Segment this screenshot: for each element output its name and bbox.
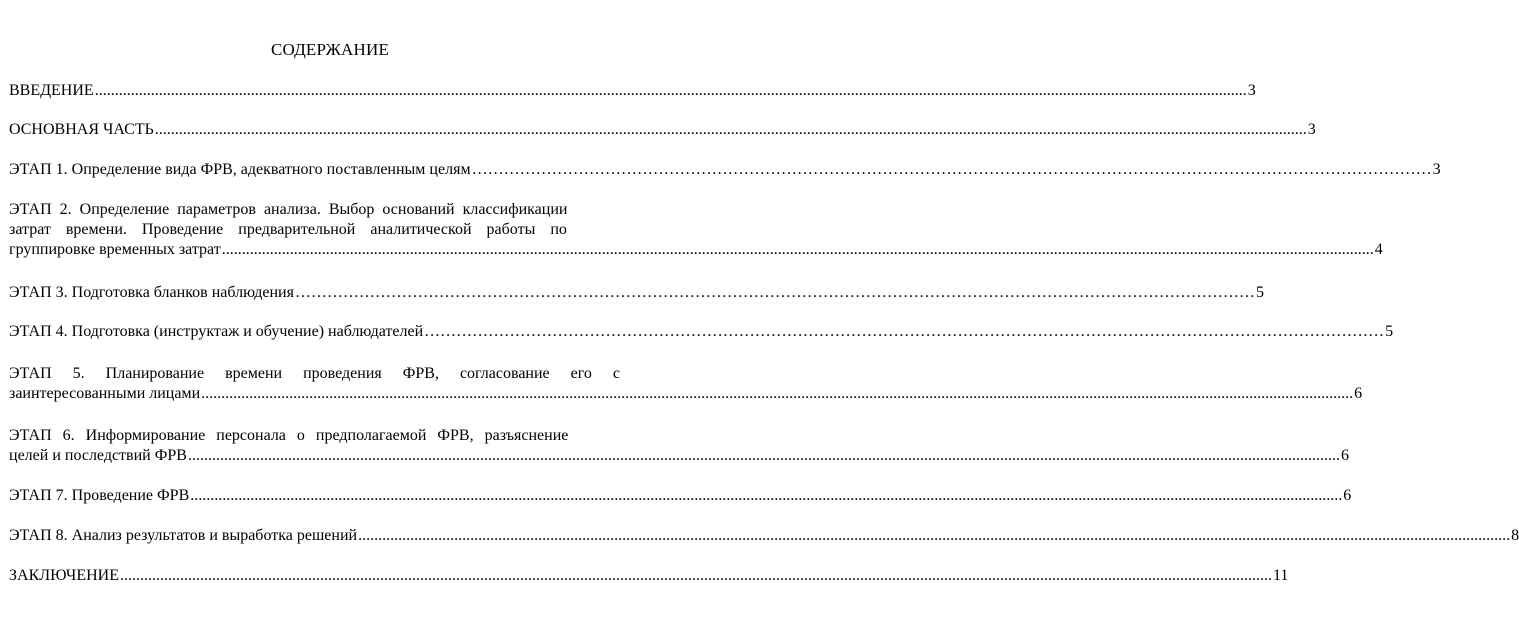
dot-leader <box>190 486 1342 506</box>
toc-entry-label: ЭТАП 4. Подготовка (инструктаж и обучение) наблюдателей <box>9 323 424 340</box>
toc-page-number: 11 <box>1272 567 1289 584</box>
toc-entry-main-part[interactable] <box>9 120 1316 140</box>
dot-leader <box>201 384 1353 404</box>
toc-page-number: 3 <box>1432 161 1441 178</box>
toc-entry-label: ВВЕДЕНИЕ <box>9 82 94 99</box>
toc-page-number: 4 <box>1374 241 1383 258</box>
toc-entry-label-line-3: группировке временных затрат <box>9 241 221 258</box>
toc-entry-label-line-2: целей и последствий ФРВ <box>9 447 187 464</box>
page-title: СОДЕРЖАНИЕ <box>270 40 390 59</box>
toc-entry-stage-6[interactable] <box>9 426 1349 466</box>
dot-leader <box>120 566 1272 586</box>
toc-page-number: 3 <box>1247 82 1256 99</box>
toc-entry-stage-8[interactable] <box>9 526 1519 546</box>
toc-entry-stage-2[interactable] <box>9 200 1383 260</box>
dot-leader <box>222 240 1374 260</box>
toc-page-number: 5 <box>1255 284 1264 301</box>
toc-page-number: 6 <box>1340 447 1349 464</box>
toc-entry-stage-5[interactable] <box>9 364 1363 404</box>
dot-leader <box>295 283 1255 303</box>
toc-entry-label: ЭТАП 3. Подготовка бланков наблюдения <box>9 284 294 301</box>
toc-entry-intro[interactable] <box>9 81 1256 101</box>
toc-entry-label-line-1: ЭТАП 6. Информирование персонала о предполагаемой ФРВ, разъяснение <box>9 427 569 444</box>
toc-entry-label-line-2: затрат времени. Проведение предварительной аналитической работы по <box>9 221 567 238</box>
toc-entry-label-line-1: ЭТАП 5. Планирование времени проведения ФРВ, согласование его с <box>9 365 621 382</box>
toc-entry-label: ЭТАП 8. Анализ результатов и выработка решений <box>9 527 358 544</box>
toc-entry-stage-1[interactable] <box>9 160 1441 180</box>
dot-leader <box>424 322 1384 342</box>
toc-entry-label: ЗАКЛЮЧЕНИЕ <box>9 567 119 584</box>
toc-entry-stage-4[interactable] <box>9 322 1394 342</box>
toc-page-number: 8 <box>1511 527 1519 544</box>
toc-entry-label: ОСНОВНАЯ ЧАСТЬ <box>9 121 154 138</box>
toc-entry-stage-7[interactable] <box>9 486 1352 506</box>
toc-entry-line <box>9 426 659 446</box>
toc-page-number: 3 <box>1307 121 1316 138</box>
toc-page-number: 6 <box>1343 487 1352 504</box>
toc-entry-label: ЭТАП 7. Проведение ФРВ <box>9 487 190 504</box>
toc-entry-line <box>9 364 659 384</box>
dot-leader <box>472 160 1432 180</box>
dot-leader <box>95 81 1247 101</box>
dot-leader <box>358 526 1510 546</box>
dot-leader <box>155 120 1307 140</box>
toc-entry-conclusion[interactable] <box>9 566 1289 586</box>
toc-entry-label: ЭТАП 1. Определение вида ФРВ, адекватного поставленным целям <box>9 161 471 178</box>
dot-leader <box>188 446 1340 466</box>
toc-page-number: 6 <box>1354 385 1363 402</box>
toc-page-number: 5 <box>1385 323 1394 340</box>
toc-entry-stage-3[interactable] <box>9 283 1264 303</box>
toc-entry-line <box>9 200 659 220</box>
toc-entry-line <box>9 220 659 240</box>
toc-entry-label-line-2: заинтересованными лицами <box>9 385 201 402</box>
toc-entry-label-line-1: ЭТАП 2. Определение параметров анализа. Выбор оснований классификации <box>9 201 568 218</box>
